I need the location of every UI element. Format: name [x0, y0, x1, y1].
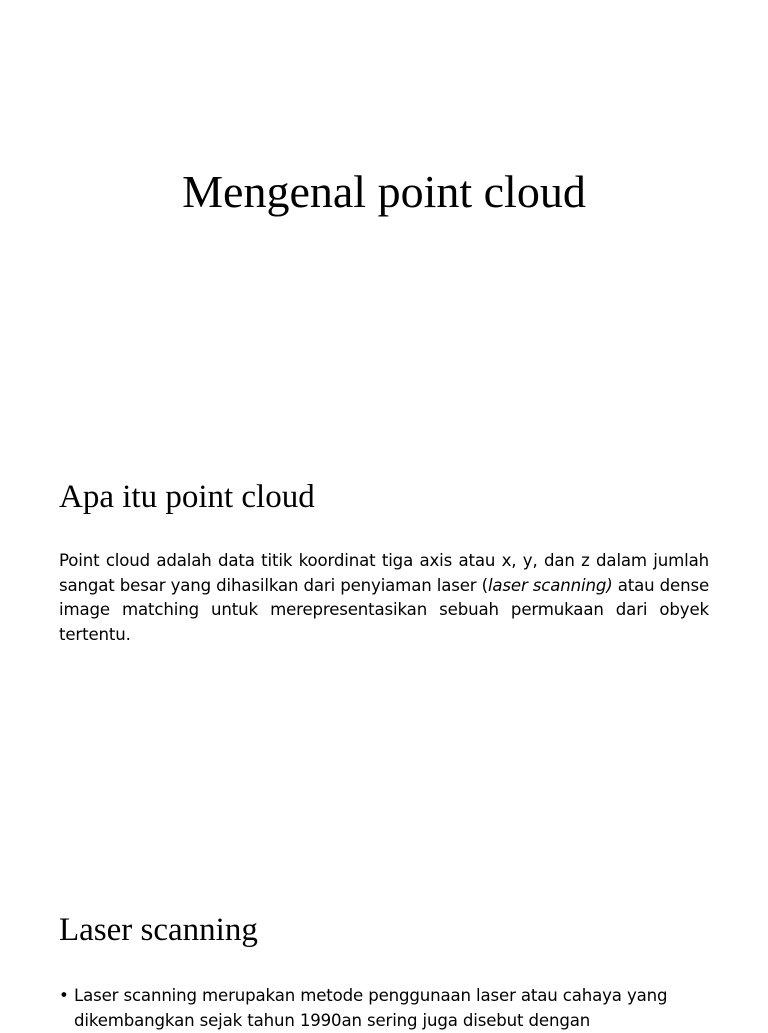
list-item [59, 984, 709, 1033]
section-heading-point-cloud: Apa itu point cloud [59, 479, 315, 515]
paragraph-text: atau dense image matching untuk merepresentasikan sebuah permukaan dari obyek tertentu. [59, 575, 710, 644]
point-cloud-definition-paragraph [59, 549, 709, 647]
bullet-text: Laser scanning merupakan metode penggunaan laser atau cahaya yang dikembangkan sejak tahun 1990an sering juga disebut dengan [74, 986, 668, 1030]
laser-scanning-bullet-list [59, 984, 709, 1033]
paragraph-text: Point cloud adalah data titik koordinat tiga axis atau x, y, dan z dalam jumlah sangat besar yang dihasilkan dari penyiaman laser ( [59, 551, 709, 595]
paragraph-italic-term: laser scanning) [487, 575, 613, 595]
bullet-icon: • [59, 986, 69, 1005]
slide-title: Mengenal point cloud [182, 166, 586, 217]
section-heading-laser-scanning: Laser scanning [59, 912, 258, 948]
